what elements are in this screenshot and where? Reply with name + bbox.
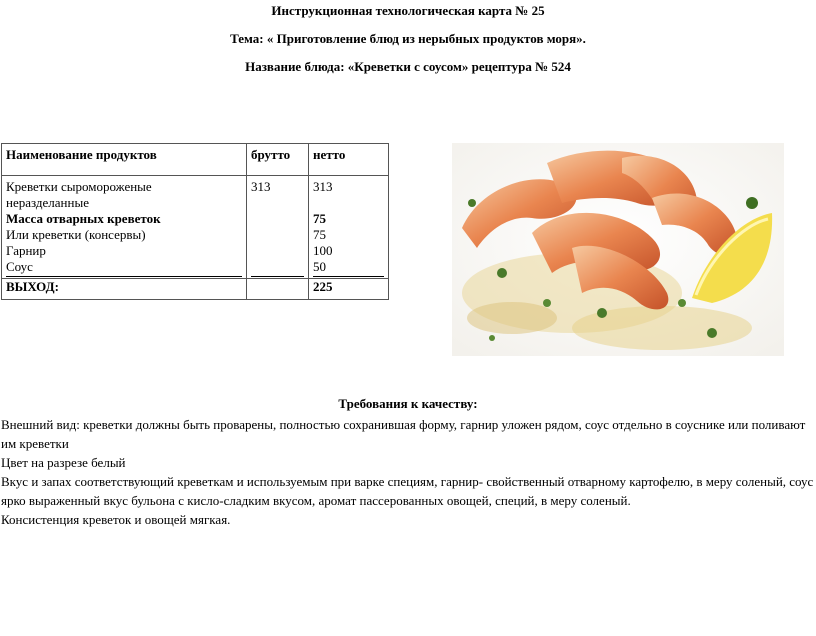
row-netto: 100 bbox=[313, 243, 333, 258]
row-name: Креветки сыромороженые bbox=[6, 179, 152, 194]
header-name: Наименование продуктов bbox=[2, 144, 247, 176]
header-brutto: брутто bbox=[247, 144, 309, 176]
row-brutto bbox=[251, 243, 304, 259]
row-name: Гарнир bbox=[6, 243, 46, 258]
row-netto: 313 bbox=[313, 179, 333, 194]
output-row bbox=[2, 279, 389, 300]
output-label: ВЫХОД: bbox=[2, 279, 247, 300]
row-brutto bbox=[251, 211, 304, 227]
table-header-row bbox=[2, 144, 389, 176]
row-name: Масса отварных креветок bbox=[6, 211, 161, 226]
table-body-row bbox=[2, 176, 389, 279]
row-netto bbox=[313, 195, 384, 211]
row-name: Соус bbox=[6, 259, 242, 277]
ingredients-table bbox=[1, 143, 389, 300]
netto-cell bbox=[309, 176, 389, 279]
quality-title: Требования к качеству: bbox=[338, 396, 478, 411]
card-title: Инструкционная технологическая карта № 25 bbox=[271, 3, 545, 18]
brutto-cell bbox=[247, 176, 309, 279]
row-brutto bbox=[251, 227, 304, 243]
row-netto: 50 bbox=[313, 259, 384, 277]
header-netto: нетто bbox=[309, 144, 389, 176]
row-brutto bbox=[251, 259, 304, 277]
topic-line: Тема: « Приготовление блюд из нерыбных продуктов моря». bbox=[230, 31, 586, 46]
quality-color: Цвет на разрезе белый bbox=[1, 455, 126, 470]
row-name: неразделанные bbox=[6, 195, 89, 210]
row-name: Или креветки (консервы) bbox=[6, 227, 146, 242]
quality-consistency: Консистенция креветок и овощей мягкая. bbox=[1, 512, 231, 527]
row-netto: 75 bbox=[313, 227, 326, 242]
row-netto: 75 bbox=[313, 211, 326, 226]
quality-text bbox=[1, 415, 816, 529]
output-brutto bbox=[247, 279, 309, 300]
row-brutto bbox=[251, 195, 304, 211]
row-brutto: 313 bbox=[251, 179, 271, 194]
names-cell bbox=[2, 176, 247, 279]
shrimp-dish-photo bbox=[452, 143, 784, 356]
quality-appearance: Внешний вид: креветки должны быть проварены, полностью сохранившая форму, гарнир уложен рядом, соус отдельно в соуснике или поливают им креветки bbox=[1, 417, 806, 451]
output-netto: 225 bbox=[309, 279, 389, 300]
quality-taste: Вкус и запах соответствующий креветкам и используемым при варке специям, гарнир- свойственный отварному картофелю, в меру соленый, соус ярко выраженный вкус бульона с кисло-сладким вкусом, аромат пассерованных овощей, специй, в меру соленый. bbox=[1, 474, 814, 508]
dish-line: Название блюда: «Креветки с соусом» рецептура № 524 bbox=[245, 59, 571, 74]
